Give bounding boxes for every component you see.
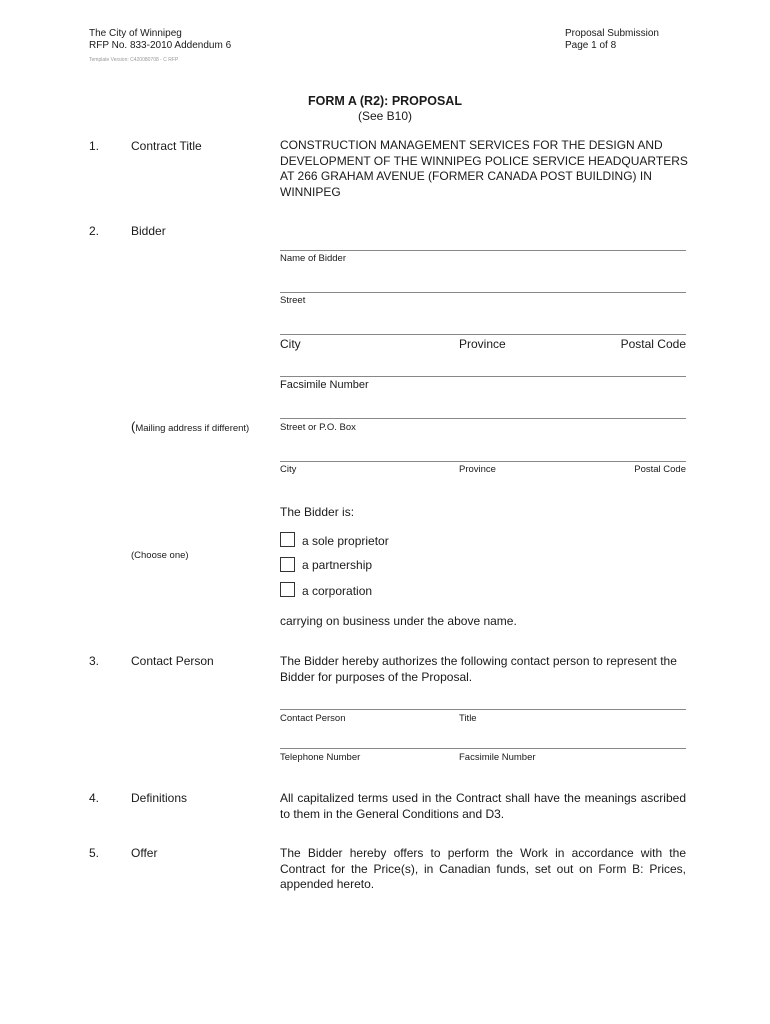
corporation-label: a corporation [302,584,373,598]
form-subtitle: (See B10) [357,109,413,123]
section-5-label: Offer [131,846,158,860]
province-label-2: Province [459,464,496,475]
contact-person-text: The Bidder hereby authorizes the following contact person to represent the Bidder for purposes of the Proposal. [280,654,677,684]
province-label: Province [459,337,506,351]
mailing-city-line[interactable] [280,461,686,462]
partnership-label: a partnership [302,558,373,572]
template-version: Template Version: C420080708 - C RFP [89,57,179,63]
header-rfp-number: RFP No. 833-2010 Addendum 6 [89,40,232,51]
mailing-address-note [131,418,249,436]
facsimile-number-label: Facsimile Number [280,379,369,391]
header-org: The City of Winnipeg [89,28,182,39]
facsimile-number-label-2: Facsimile Number [459,752,536,763]
corporation-checkbox[interactable] [280,582,295,597]
street-label: Street [280,295,306,306]
offer-text: The Bidder hereby offers to perform the Work in accordance with the Contract for the Price(s), in Canadian funds, set out on Form B: Prices, appended hereto. [280,846,686,891]
contact-person-line[interactable] [280,709,686,710]
postal-code-label-2: Postal Code [634,464,686,475]
section-4-number: 4. [89,791,100,805]
city-label: City [280,337,301,351]
choose-one-label: (Choose one) [131,550,189,561]
section-2-label: Bidder [131,224,166,238]
mailing-paren: ( [131,419,136,434]
form-title: FORM A (R2): PROPOSAL [308,94,462,108]
section-3-label: Contact Person [131,654,214,668]
facsimile-line[interactable] [280,376,686,377]
contract-title-text: CONSTRUCTION MANAGEMENT SERVICES FOR THE DESIGN AND DEVELOPMENT OF THE WINNIPEG POLICE SERVICE HEADQUARTERS AT 266 GRAHAM AVENUE (FORMER CANADA POST BUILDING) IN WINNIPEG [280,138,688,199]
mailing-street-line[interactable] [280,418,686,419]
telephone-number-label: Telephone Number [280,752,361,763]
title-field-label: Title [459,713,477,724]
header-page-number: Page 1 of 8 [565,40,617,51]
sole-proprietor-checkbox[interactable] [280,532,295,547]
bidder-is-label: The Bidder is: [280,505,355,519]
section-4-label: Definitions [131,791,188,805]
name-of-bidder-line[interactable] [280,250,686,251]
city-province-postal-line[interactable] [280,334,686,335]
definitions-text: All capitalized terms used in the Contract shall have the meanings ascribed to them in the General Conditions and D3. [280,791,686,821]
street-po-box-label: Street or P.O. Box [280,422,356,433]
postal-code-label: Postal Code [620,337,686,351]
street-line[interactable] [280,292,686,293]
section-2-number: 2. [89,224,100,238]
section-1-number: 1. [89,139,100,153]
name-of-bidder-label: Name of Bidder [280,253,347,264]
carrying-on-text: carrying on business under the above name. [280,614,517,628]
telephone-line[interactable] [280,748,686,749]
section-5-number: 5. [89,846,100,860]
sole-proprietor-label: a sole proprietor [302,534,389,548]
partnership-checkbox[interactable] [280,557,295,572]
section-3-number: 3. [89,654,100,668]
city-label-2: City [280,464,297,475]
header-document-type: Proposal Submission [565,28,659,39]
contact-person-field-label: Contact Person [280,713,346,724]
section-1-label: Contract Title [131,139,202,153]
mailing-label: Mailing address if different) [135,423,250,434]
